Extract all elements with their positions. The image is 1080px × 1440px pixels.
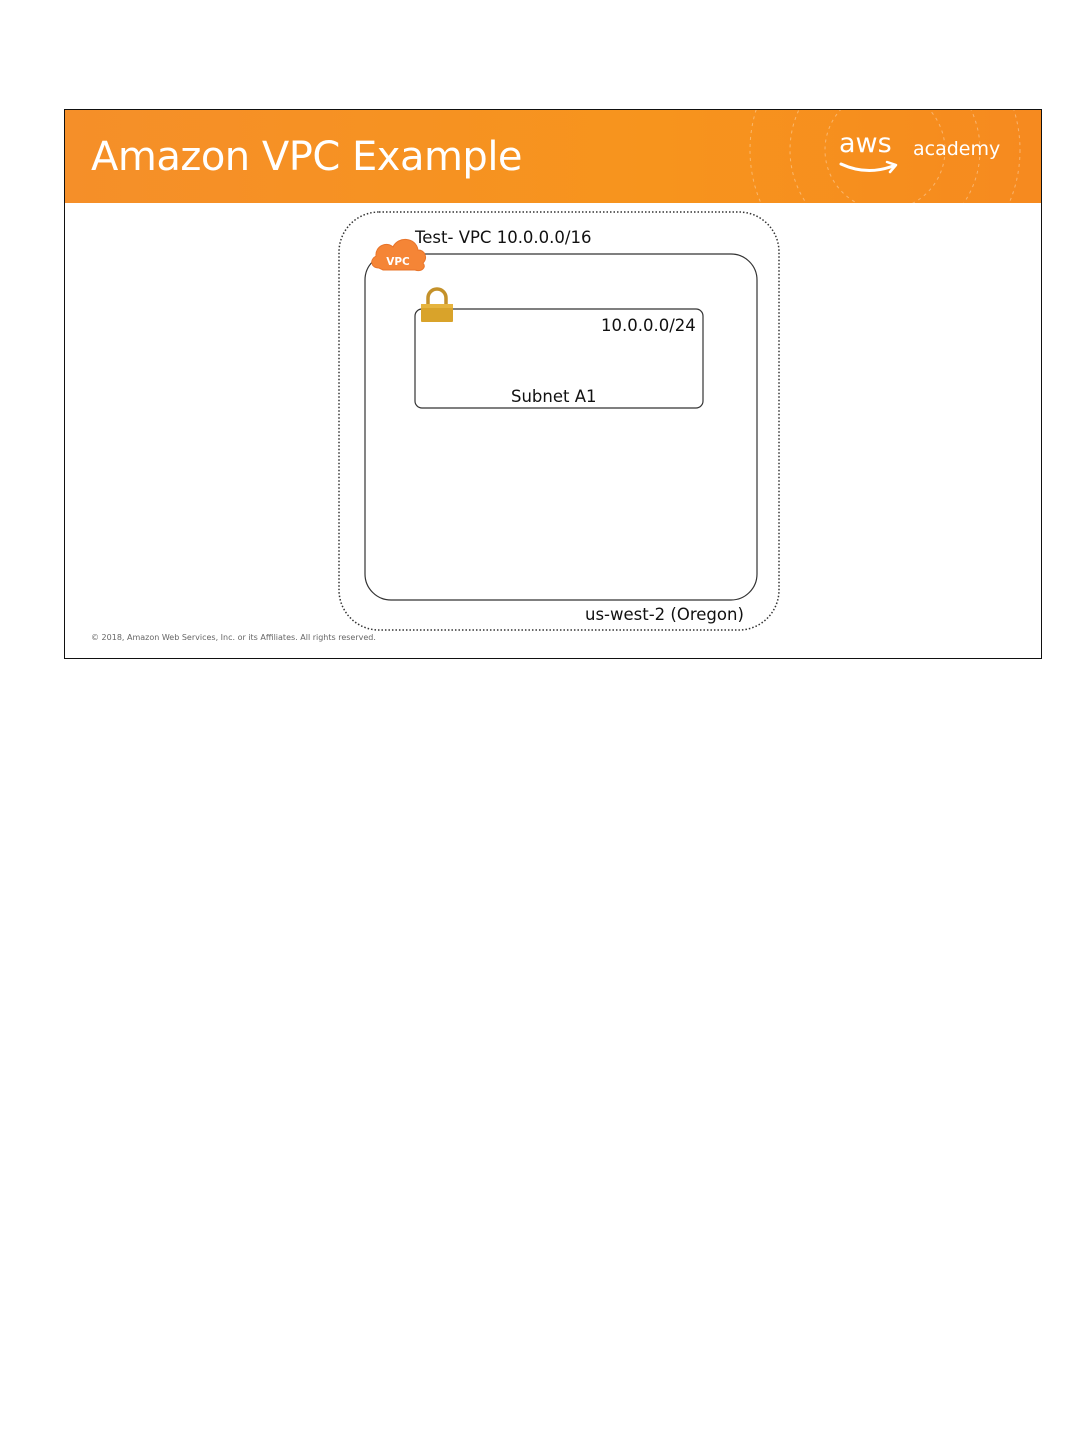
slide-title: Amazon VPC Example	[91, 134, 523, 180]
region-label: us-west-2 (Oregon)	[585, 605, 744, 624]
lock-icon	[421, 289, 453, 322]
subnet-name-label: Subnet A1	[511, 387, 597, 406]
logo-aws-text: aws	[839, 128, 892, 159]
vpc-icon-text: VPC	[386, 256, 410, 268]
slide	[64, 109, 1042, 659]
vpc-label: Test- VPC 10.0.0.0/16	[415, 228, 592, 247]
region-boundary	[339, 212, 779, 630]
subnet-cidr-label: 10.0.0.0/24	[601, 316, 696, 335]
vpc-diagram	[65, 110, 1041, 658]
copyright-footer: © 2018, Amazon Web Services, Inc. or its Affiliates. All rights reserved.	[91, 633, 376, 642]
logo-academy-text: academy	[913, 138, 1001, 160]
